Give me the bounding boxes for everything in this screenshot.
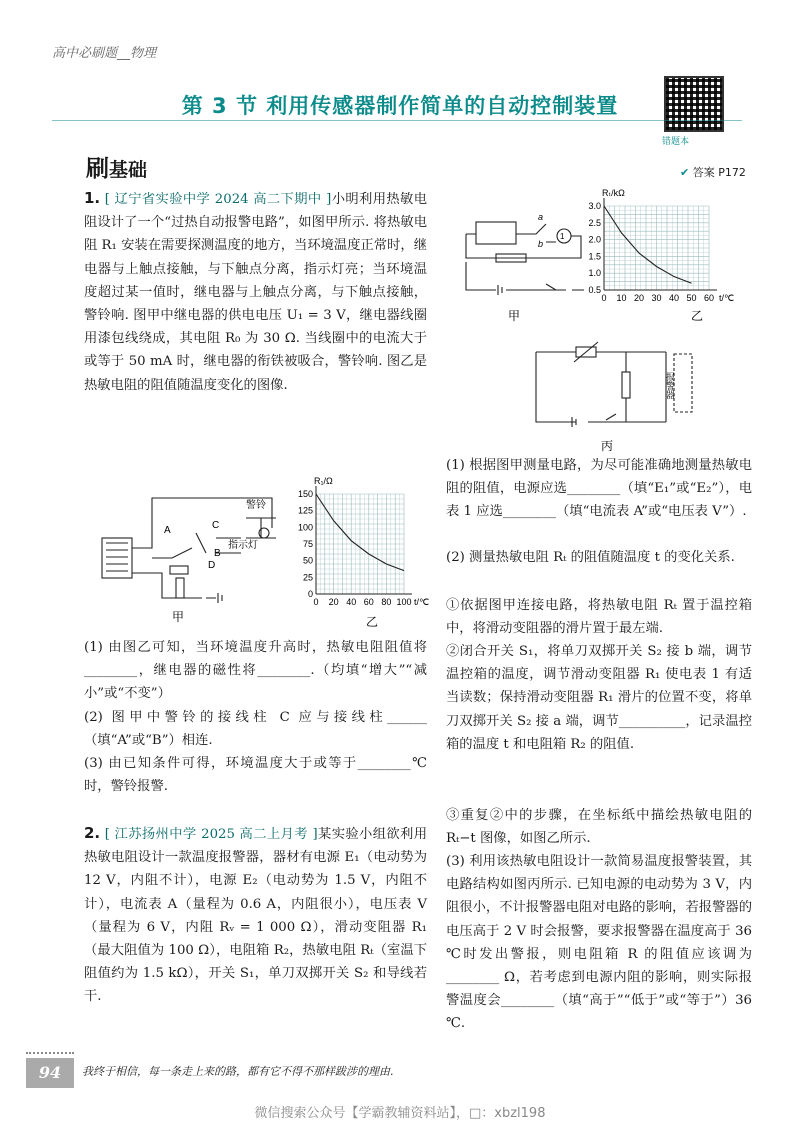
q1-sub2: (2) 图甲中警铃的接线柱 C 应与接线柱______（填“A”或“B”）相连. xyxy=(84,710,427,749)
x-tick-label: 30 xyxy=(651,293,662,303)
q1-label-C: C xyxy=(212,520,220,531)
x-tick-label: 20 xyxy=(328,597,339,607)
q1-source: [ 辽宁省实验中学 2024 高二下期中 ] xyxy=(104,192,332,207)
q2-step1: ①依据图甲连接电路，将热敏电阻 Rₜ 置于温控箱中，将滑动变阻器的滑片置于最左端. xyxy=(446,598,752,637)
q1-lamp-label: 指示灯 xyxy=(228,540,258,551)
check-icon: ✔ xyxy=(680,166,690,179)
q1-number: 1. xyxy=(84,189,101,207)
y-tick-label: 75 xyxy=(302,539,313,549)
section-title: 第 3 节 利用传感器制作简单的自动控制装置 xyxy=(181,94,619,118)
q2-number: 2. xyxy=(84,824,101,842)
page-number: 94 xyxy=(26,1058,74,1088)
q1-stem xyxy=(84,187,427,397)
q2-sub2: (2) 测量热敏电阻 Rₜ 的阻值随温度 t 的变化关系. xyxy=(446,550,735,565)
x-tick-label: 20 xyxy=(633,293,645,303)
footer-motto: 我终于相信，每一条走上来的路，都有它不得不那样跋涉的理由. xyxy=(82,1065,394,1078)
y-tick-label: 0.5 xyxy=(588,285,601,295)
series-line xyxy=(604,206,692,283)
y-tick-label: 125 xyxy=(297,505,313,516)
q2-meter-1: 1 xyxy=(560,232,565,241)
x-tick-label: 0 xyxy=(313,597,319,607)
q1-label-D: D xyxy=(208,560,216,571)
qr-code[interactable] xyxy=(664,76,724,132)
y-tick-label: 0 xyxy=(307,589,313,599)
section-label: 基础 xyxy=(109,159,148,181)
y-tick-label: 2.0 xyxy=(588,234,601,245)
x-tick-label: 60 xyxy=(363,597,374,607)
y-tick-label: 1.0 xyxy=(588,268,601,279)
q2-sub3: (3) 利用该热敏电阻设计一款简易温度报警装置，其电路结构如图丙所示. 已知电源的电动势为 3 V，内阻很小，不计报警器电阻对电路的影响，若报警器的电压高于 2 V 时会报警，要求报警器在温度高于 36 ℃时发出警报，则电阻箱 R 的阻值应该调为________ Ω，若考虑到电源内阻的影响，则实际报警温度会________（填“高于”“低于”或“等于”）36 ℃. xyxy=(446,854,752,1032)
title-divider xyxy=(52,120,742,121)
y-axis-label: R₁/Ω xyxy=(314,476,333,486)
q1-fig-yi: 乙 xyxy=(366,615,379,629)
q1-stem-text: 小明利用热敏电阻设计了一个“过热自动报警电路”，如图甲所示. 将热敏电阻 R₁ 安装在需要探测温度的地方，当环境温度正常时，继电器与上触点接触，与下触点分离，指示灯亮；当环境温度超过某一值时，继电器与上触点分离，与下触点接触，警铃响. 图甲中继电器的供电电压 U₁ = 3 V，继电器线圈用漆包线绕成，其电阻 R₀ 为 30 Ω. 当线圈中的电流大于或等于 50 mA 时，继电器的衔铁被吸合，警铃响. 图乙是热敏电阻的阻值随温度变化的图像. xyxy=(84,192,428,393)
section-heading xyxy=(86,150,147,183)
footer-dots xyxy=(26,1052,74,1054)
x-tick-label: 40 xyxy=(346,597,357,607)
q1-sub3: (3) 由已知条件可得，环境温度大于或等于________℃时，警铃报警. xyxy=(84,756,427,795)
y-tick-label: 150 xyxy=(297,489,313,499)
q2-label-a: a xyxy=(538,212,544,222)
brush-char: 刷 xyxy=(86,156,109,182)
book-header: 高中必刷题__物理 xyxy=(52,46,157,61)
y-tick-label: 2.5 xyxy=(588,217,601,228)
q2-label-b: b xyxy=(538,239,544,249)
q2-stem-text: 某实验小组欲利用热敏电阻设计一款温度报警器，器材有电源 E₁（电动势为 12 V，内阻不计），电源 E₂（电动势为 1.5 V，内阻不计），电流表 A（量程为 0.6 A，内阻很小），电压表 V（量程为 6 V，内阻 Rᵥ = 1 000 Ω），滑动变阻器 R₁（最大阻值为 100 Ω），电阻箱 R₂，热敏电阻 Rₜ（室温下阻值约为 1.5 kΩ），开关 S₁，单刀双掷开关 S₂ 和导线若干. xyxy=(84,827,428,1005)
q1-sub1: (1) 由图乙可知，当环境温度升高时，热敏电阻阻值将________，继电器的磁性将________.（均填“增大”“减小”或“不变”） xyxy=(84,640,427,702)
y-tick-label: 1.5 xyxy=(588,251,601,262)
qr-label: 错题本 xyxy=(662,137,690,147)
x-tick-label: 60 xyxy=(703,293,715,303)
q1-fig-jia: 甲 xyxy=(172,610,185,624)
q2-figures xyxy=(446,188,756,454)
q1-label-A: A xyxy=(164,525,171,536)
q1-chart xyxy=(298,476,429,607)
x-tick-label: 0 xyxy=(601,293,607,303)
x-tick-label: 10 xyxy=(616,293,627,303)
q2-fig-bing: 丙 xyxy=(601,439,614,453)
x-tick-label: 80 xyxy=(381,597,392,607)
q2-fig-yi: 乙 xyxy=(691,309,704,323)
x-tick-label: 40 xyxy=(668,293,680,303)
y-axis-label: Rₜ/kΩ xyxy=(602,188,625,198)
q1-label-B: B xyxy=(214,548,221,559)
q2-circuit-jia xyxy=(466,222,584,295)
q2-stem xyxy=(84,822,427,1009)
q2-chart xyxy=(588,188,734,303)
x-axis-label: t/℃ xyxy=(414,597,430,607)
q1-bell-label: 警铃 xyxy=(246,500,266,511)
q2-source: [ 江苏扬州中学 2025 高二上月考 ] xyxy=(104,827,318,842)
y-tick-label: 3.0 xyxy=(588,201,601,211)
footer-wechat: 微信搜索公众号【学霸教辅资料站】，□：xbzl198 xyxy=(254,1106,546,1121)
q2-sub1: (1) 根据图甲测量电路，为尽可能准确地测量热敏电阻的阻值，电源应选________（填“E₁”或“E₂”），电表 1 应选________（填“电流表 A”或“电压表 V”）. xyxy=(446,458,752,520)
q2-step3: ③重复②中的步骤，在坐标纸中描绘热敏电阻的 Rₜ−t 图像，如图乙所示. xyxy=(446,808,752,847)
y-tick-label: 50 xyxy=(302,555,313,566)
answer-ref xyxy=(680,164,746,180)
x-tick-label: 100 xyxy=(396,597,412,607)
q1-figures xyxy=(96,476,430,629)
y-tick-label: 100 xyxy=(297,522,313,533)
x-tick-label: 50 xyxy=(686,293,697,303)
q2-alarm-label: 报警器 xyxy=(665,372,675,399)
answer-ref-text: 答案 P172 xyxy=(692,166,746,179)
y-tick-label: 25 xyxy=(302,572,313,583)
q2-step2: ②闭合开关 S₁，将单刀双掷开关 S₂ 接 b 端，调节温控箱的温度，调节滑动变阻器 R₁ 使电表 1 有适当读数；保持滑动变阻器 R₁ 滑片的位置不变，将单刀双掷开关 S₂ 接 a 端，调节__________，记录温控箱的温度 t 和电阻箱 R₂ 的阻值. xyxy=(446,644,752,752)
q2-fig-jia: 甲 xyxy=(508,309,521,323)
x-axis-label: t/℃ xyxy=(719,293,735,303)
